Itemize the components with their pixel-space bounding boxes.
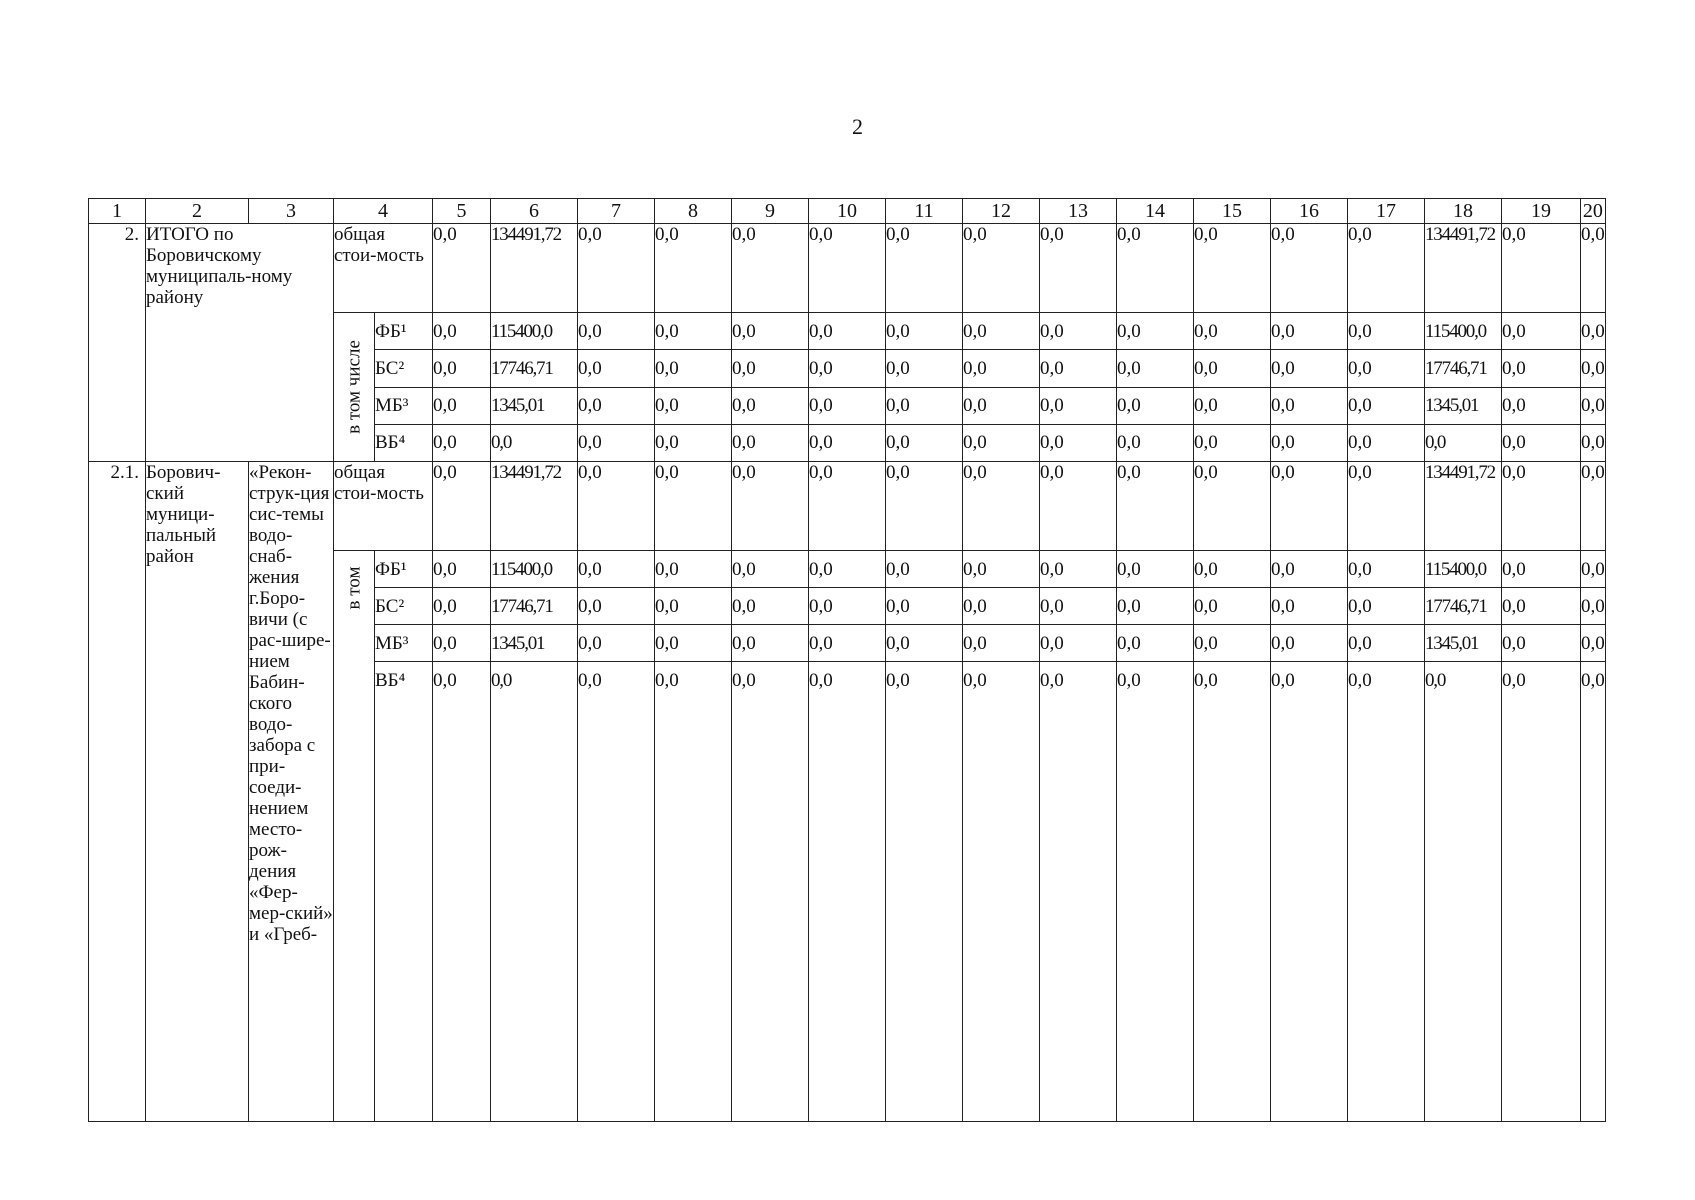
- source-value-cell: 0,0: [578, 424, 655, 461]
- source-value-cell: 0,0: [732, 350, 809, 387]
- source-value-cell: 0,0: [1194, 424, 1271, 461]
- source-value-cell: 0,0: [1581, 662, 1606, 1122]
- total-value-cell: 0,0: [1040, 462, 1117, 551]
- source-value-cell: 115400,0: [1425, 313, 1502, 350]
- source-value-cell: 0,0: [1271, 625, 1348, 662]
- source-value-cell: 17746,71: [1425, 588, 1502, 625]
- row-number: 2.: [89, 224, 146, 462]
- source-value-cell: 0,0: [732, 551, 809, 588]
- source-value-cell: 0,0: [433, 662, 491, 1122]
- source-value-cell: 0,0: [809, 350, 886, 387]
- source-value-cell: 0,0: [655, 662, 732, 1122]
- total-value-cell: 0,0: [655, 462, 732, 551]
- total-value-cell: 0,0: [433, 224, 491, 313]
- source-value-cell: 0,0: [433, 313, 491, 350]
- total-value-cell: 0,0: [433, 462, 491, 551]
- source-value-cell: 0,0: [1194, 625, 1271, 662]
- source-value-cell: 0,0: [655, 387, 732, 424]
- source-value-cell: 0,0: [655, 313, 732, 350]
- source-value-cell: 0,0: [886, 625, 963, 662]
- source-value-cell: 0,0: [1271, 424, 1348, 461]
- source-value-cell: 0,0: [1581, 313, 1606, 350]
- source-value-cell: 0,0: [886, 387, 963, 424]
- source-value-cell: 0,0: [1502, 424, 1581, 461]
- total-value-cell: 0,0: [963, 224, 1040, 313]
- funding-source-label: ФБ¹: [375, 551, 433, 588]
- source-value-cell: 0,0: [1117, 551, 1194, 588]
- total-value-cell: 0,0: [1581, 224, 1606, 313]
- total-value-cell: 0,0: [578, 462, 655, 551]
- source-value-cell: 0,0: [732, 662, 809, 1122]
- source-value-cell: 0,0: [1348, 551, 1425, 588]
- source-value-cell: 1345,01: [1425, 387, 1502, 424]
- source-value-cell: 0,0: [809, 424, 886, 461]
- source-value-cell: 0,0: [1117, 313, 1194, 350]
- source-value-cell: 0,0: [1117, 588, 1194, 625]
- total-value-cell: 0,0: [1117, 462, 1194, 551]
- source-value-cell: 0,0: [963, 551, 1040, 588]
- source-value-cell: 0,0: [886, 551, 963, 588]
- source-value-cell: 0,0: [578, 625, 655, 662]
- source-value-cell: 0,0: [433, 350, 491, 387]
- vertical-subtotal-label: [334, 551, 375, 1122]
- source-value-cell: 0,0: [1502, 588, 1581, 625]
- source-value-cell: 0,0: [1117, 350, 1194, 387]
- source-value-cell: 0,0: [809, 588, 886, 625]
- source-value-cell: 0,0: [1040, 625, 1117, 662]
- total-value-cell: 0,0: [886, 224, 963, 313]
- header-cell-col-1: 1: [89, 199, 146, 224]
- source-value-cell: 0,0: [1271, 313, 1348, 350]
- source-value-cell: 0,0: [1425, 662, 1502, 1122]
- funding-source-label: ВБ⁴: [375, 424, 433, 461]
- source-value-cell: 0,0: [491, 662, 578, 1122]
- funding-source-label: ВБ⁴: [375, 662, 433, 1122]
- source-value-cell: 0,0: [578, 662, 655, 1122]
- total-value-cell: 0,0: [1348, 224, 1425, 313]
- source-value-cell: 0,0: [809, 625, 886, 662]
- source-value-cell: 0,0: [809, 387, 886, 424]
- source-value-cell: 0,0: [433, 588, 491, 625]
- source-value-cell: 0,0: [1581, 387, 1606, 424]
- source-value-cell: 0,0: [433, 424, 491, 461]
- header-cell-col-20: 20: [1581, 199, 1606, 224]
- total-value-cell: 0,0: [809, 462, 886, 551]
- source-value-cell: 0,0: [1425, 424, 1502, 461]
- source-value-cell: 17746,71: [1425, 350, 1502, 387]
- source-value-cell: 0,0: [1271, 350, 1348, 387]
- source-value-cell: 0,0: [578, 387, 655, 424]
- total-cost-label: общая стои-мость: [334, 462, 433, 551]
- header-cell-col-8: 8: [655, 199, 732, 224]
- source-value-cell: 0,0: [655, 625, 732, 662]
- source-value-cell: 115400,0: [1425, 551, 1502, 588]
- total-value-cell: 0,0: [1040, 224, 1117, 313]
- header-cell-col-2: 2: [146, 199, 249, 224]
- total-value-cell: 0,0: [655, 224, 732, 313]
- source-value-cell: 0,0: [732, 313, 809, 350]
- source-value-cell: 0,0: [433, 551, 491, 588]
- funding-source-label: БС²: [375, 588, 433, 625]
- page-number: 2: [852, 114, 863, 139]
- source-value-cell: 0,0: [1502, 350, 1581, 387]
- source-value-cell: 0,0: [1271, 551, 1348, 588]
- source-value-cell: 0,0: [1271, 588, 1348, 625]
- source-value-cell: 0,0: [1581, 350, 1606, 387]
- source-value-cell: 0,0: [963, 588, 1040, 625]
- source-value-cell: 115400,0: [491, 313, 578, 350]
- source-value-cell: 0,0: [1117, 662, 1194, 1122]
- total-value-cell: 0,0: [1194, 224, 1271, 313]
- total-cost-label: общая стои-мость: [334, 224, 433, 313]
- total-value-cell: 0,0: [1194, 462, 1271, 551]
- header-cell-col-16: 16: [1271, 199, 1348, 224]
- header-cell-col-11: 11: [886, 199, 963, 224]
- total-value-cell: 0,0: [1581, 462, 1606, 551]
- total-value-cell: 134491,72: [491, 462, 578, 551]
- source-value-cell: 0,0: [1040, 313, 1117, 350]
- source-value-cell: 0,0: [1040, 424, 1117, 461]
- funding-source-label: МБ³: [375, 625, 433, 662]
- source-value-cell: 0,0: [1040, 662, 1117, 1122]
- source-value-cell: 0,0: [809, 551, 886, 588]
- header-cell-col-5: 5: [433, 199, 491, 224]
- source-value-cell: 0,0: [1194, 350, 1271, 387]
- source-value-cell: 0,0: [732, 588, 809, 625]
- source-value-cell: 0,0: [1040, 350, 1117, 387]
- header-cell-col-10: 10: [809, 199, 886, 224]
- source-value-cell: 0,0: [1271, 662, 1348, 1122]
- source-value-cell: 0,0: [655, 588, 732, 625]
- financing-table: [88, 198, 1606, 1122]
- header-cell-col-13: 13: [1040, 199, 1117, 224]
- source-value-cell: 0,0: [1348, 424, 1425, 461]
- source-value-cell: 0,0: [1348, 588, 1425, 625]
- source-value-cell: 1345,01: [491, 625, 578, 662]
- header-cell-col-17: 17: [1348, 199, 1425, 224]
- source-value-cell: 0,0: [1348, 625, 1425, 662]
- source-value-cell: 0,0: [578, 588, 655, 625]
- source-value-cell: 0,0: [963, 313, 1040, 350]
- source-value-cell: 1345,01: [491, 387, 578, 424]
- source-value-cell: 0,0: [732, 424, 809, 461]
- source-value-cell: 0,0: [1117, 625, 1194, 662]
- total-value-cell: 0,0: [963, 462, 1040, 551]
- header-cell-col-3: 3: [249, 199, 334, 224]
- total-value-cell: 0,0: [1271, 224, 1348, 313]
- header-cell-col-6: 6: [491, 199, 578, 224]
- source-value-cell: 0,0: [578, 551, 655, 588]
- source-value-cell: 115400,0: [491, 551, 578, 588]
- source-value-cell: 0,0: [433, 387, 491, 424]
- source-value-cell: 0,0: [732, 387, 809, 424]
- source-value-cell: 0,0: [963, 424, 1040, 461]
- source-value-cell: 0,0: [886, 424, 963, 461]
- total-value-cell: 0,0: [1348, 462, 1425, 551]
- source-value-cell: 0,0: [963, 387, 1040, 424]
- source-value-cell: 0,0: [1581, 588, 1606, 625]
- source-value-cell: 1345,01: [1425, 625, 1502, 662]
- total-value-cell: 0,0: [732, 224, 809, 313]
- source-value-cell: 0,0: [433, 625, 491, 662]
- header-cell-col-19: 19: [1502, 199, 1581, 224]
- source-value-cell: 0,0: [886, 662, 963, 1122]
- source-value-cell: 0,0: [655, 350, 732, 387]
- total-value-cell: 0,0: [732, 462, 809, 551]
- vertical-label-text: в том числе: [343, 340, 365, 434]
- vertical-label-text: в том: [343, 566, 365, 610]
- header-cell-col-14: 14: [1117, 199, 1194, 224]
- header-cell-col-18: 18: [1425, 199, 1502, 224]
- source-value-cell: 0,0: [1502, 625, 1581, 662]
- source-value-cell: 0,0: [1502, 551, 1581, 588]
- total-value-cell: 0,0: [1271, 462, 1348, 551]
- source-value-cell: 0,0: [1348, 387, 1425, 424]
- source-value-cell: 0,0: [1348, 350, 1425, 387]
- source-value-cell: 0,0: [1040, 588, 1117, 625]
- source-value-cell: 0,0: [1348, 313, 1425, 350]
- source-value-cell: 0,0: [809, 662, 886, 1122]
- row-name: ИТОГО по Боровичскому муниципаль-ному району: [146, 224, 334, 462]
- total-value-cell: 0,0: [809, 224, 886, 313]
- source-value-cell: 0,0: [1581, 551, 1606, 588]
- total-value-cell: 134491,72: [491, 224, 578, 313]
- source-value-cell: 0,0: [886, 588, 963, 625]
- source-value-cell: 0,0: [1581, 424, 1606, 461]
- total-value-cell: 134491,72: [1425, 224, 1502, 313]
- project-name: «Рекон-струк-ция сис-темы водо-снаб-жения г.Боро-вичи (с рас-шире-нием Бабин-ского водо-забора с при-соеди-нением место-рож-дения «Фер-мер-ский» и «Греб-: [249, 462, 334, 1122]
- source-value-cell: 0,0: [1502, 387, 1581, 424]
- district-name: Борович-ский муници-пальный район: [146, 462, 249, 1122]
- source-value-cell: 0,0: [1040, 551, 1117, 588]
- source-value-cell: 0,0: [886, 313, 963, 350]
- funding-source-label: ФБ¹: [375, 313, 433, 350]
- source-value-cell: 0,0: [1194, 387, 1271, 424]
- source-value-cell: 17746,71: [491, 350, 578, 387]
- header-cell-col-9: 9: [732, 199, 809, 224]
- source-value-cell: 0,0: [1348, 662, 1425, 1122]
- source-value-cell: 0,0: [963, 662, 1040, 1122]
- source-value-cell: 0,0: [809, 313, 886, 350]
- funding-source-label: БС²: [375, 350, 433, 387]
- source-value-cell: 0,0: [655, 551, 732, 588]
- header-cell-col-12: 12: [963, 199, 1040, 224]
- header-cell-col-7: 7: [578, 199, 655, 224]
- source-value-cell: 0,0: [491, 424, 578, 461]
- source-value-cell: 0,0: [886, 350, 963, 387]
- source-value-cell: 0,0: [1581, 625, 1606, 662]
- total-value-cell: 0,0: [886, 462, 963, 551]
- source-value-cell: 0,0: [1194, 551, 1271, 588]
- source-value-cell: 0,0: [1040, 387, 1117, 424]
- source-value-cell: 0,0: [1117, 387, 1194, 424]
- source-value-cell: 0,0: [963, 350, 1040, 387]
- source-value-cell: 0,0: [578, 313, 655, 350]
- source-value-cell: 0,0: [1502, 313, 1581, 350]
- source-value-cell: 0,0: [963, 625, 1040, 662]
- source-value-cell: 0,0: [578, 350, 655, 387]
- total-value-cell: 0,0: [1502, 224, 1581, 313]
- source-value-cell: 0,0: [655, 424, 732, 461]
- source-value-cell: 0,0: [732, 625, 809, 662]
- source-value-cell: 0,0: [1271, 387, 1348, 424]
- source-value-cell: 0,0: [1194, 662, 1271, 1122]
- total-value-cell: 0,0: [1117, 224, 1194, 313]
- row-number: 2.1.: [89, 462, 146, 1122]
- source-value-cell: 17746,71: [491, 588, 578, 625]
- vertical-subtotal-label: [334, 313, 375, 462]
- source-value-cell: 0,0: [1117, 424, 1194, 461]
- total-value-cell: 0,0: [578, 224, 655, 313]
- header-cell-col-15: 15: [1194, 199, 1271, 224]
- total-value-cell: 0,0: [1502, 462, 1581, 551]
- header-cell-col-4: 4: [334, 199, 433, 224]
- source-value-cell: 0,0: [1502, 662, 1581, 1122]
- total-value-cell: 134491,72: [1425, 462, 1502, 551]
- source-value-cell: 0,0: [1194, 313, 1271, 350]
- funding-source-label: МБ³: [375, 387, 433, 424]
- source-value-cell: 0,0: [1194, 588, 1271, 625]
